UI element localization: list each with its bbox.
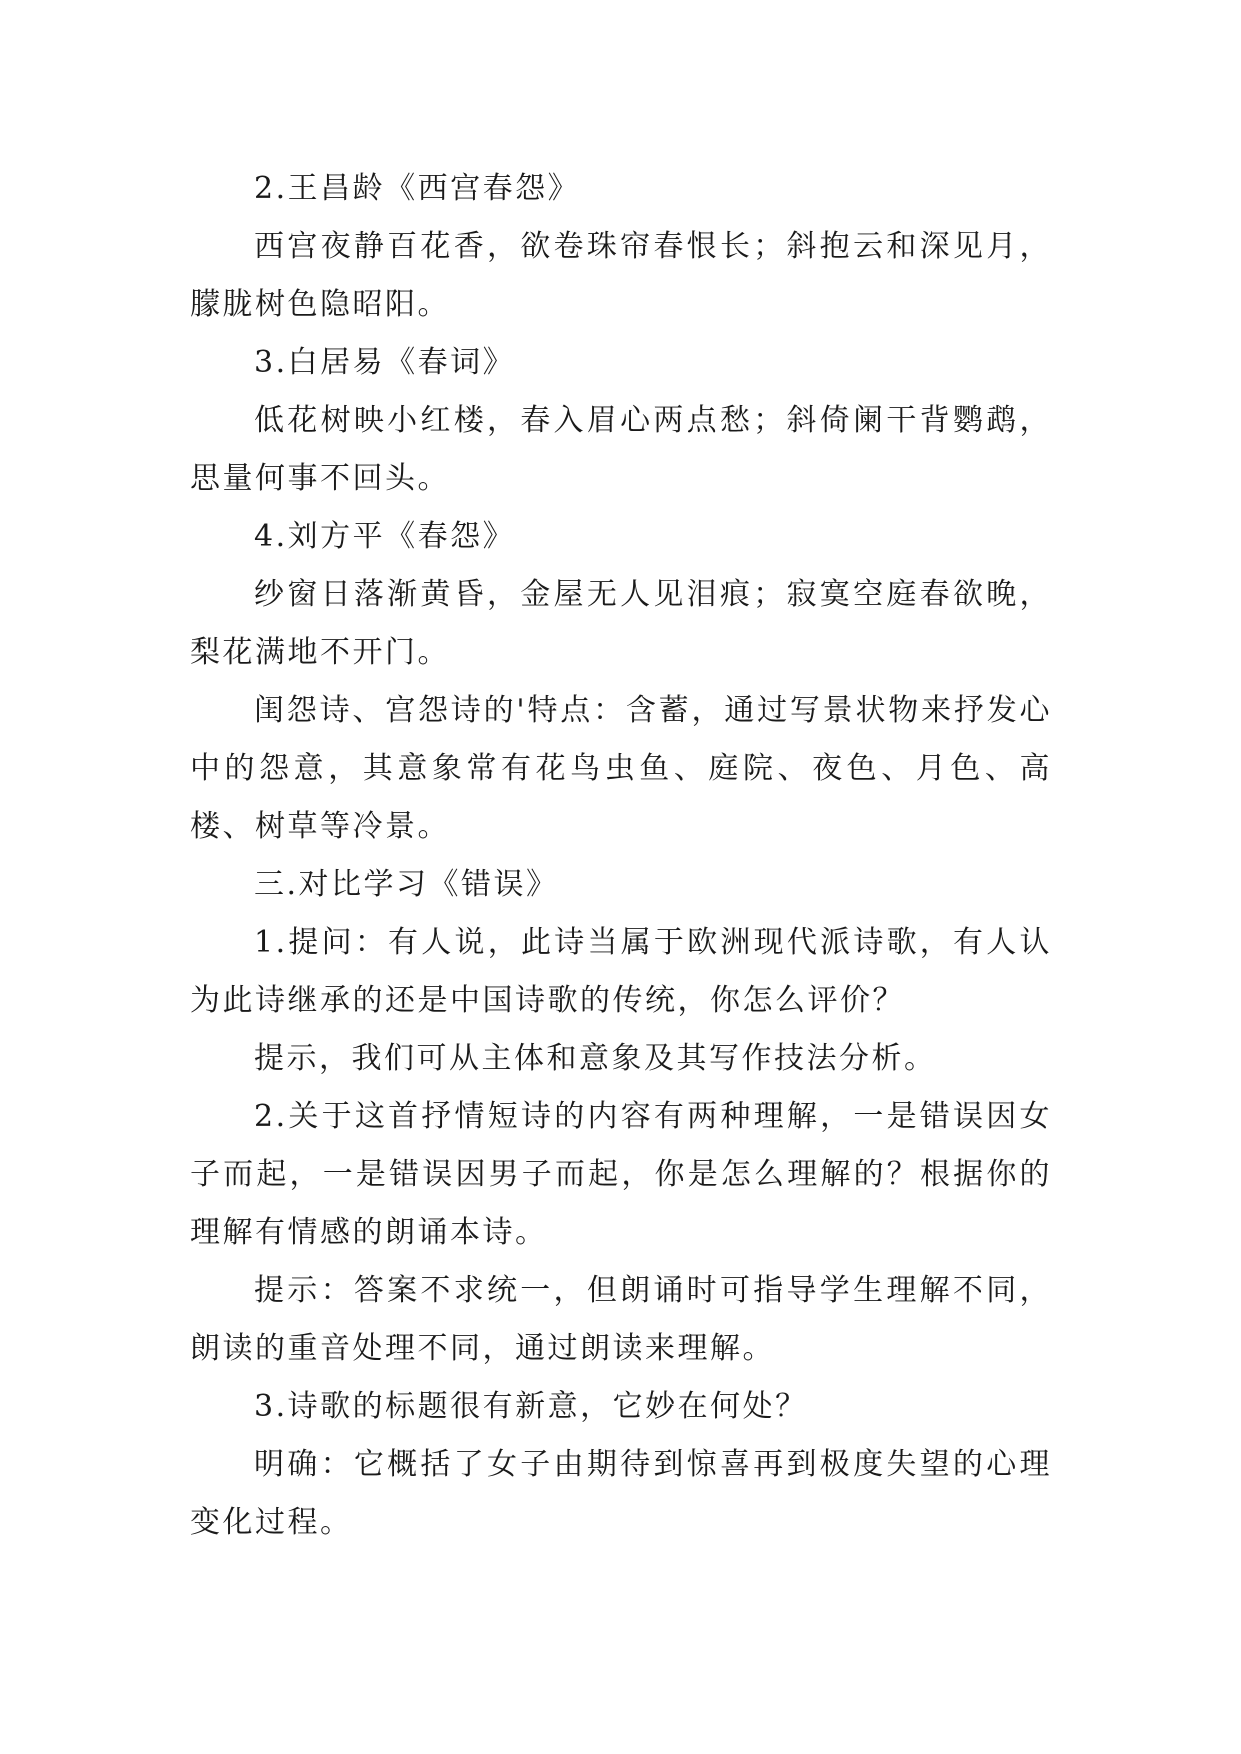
poem-text-xigong-chunyuan: 西宫夜静百花香，欲卷珠帘春恨长；斜抱云和深见月，朦胧树色隐昭阳。 — [190, 229, 1052, 322]
poem-text-chunci: 低花树映小红楼，春入眉心两点愁；斜倚阑干背鹦鹉，思量何事不回头。 — [190, 403, 1052, 496]
poem-heading-liu-fangping: 4.刘方平《春怨》 — [254, 519, 516, 554]
genre-characteristics-paragraph: 闺怨诗、宫怨诗的'特点：含蓄，通过写景状物来抒发心中的怨意，其意象常有花鸟虫鱼、庭院、夜色、月色、高楼、树草等冷景。 — [190, 693, 1052, 844]
hint-1: 提示，我们可从主体和意象及其写作技法分析。 — [254, 1041, 937, 1076]
question-3: 3.诗歌的标题很有新意，它妙在何处？ — [254, 1389, 808, 1424]
poem-heading-wang-changling: 2.王昌龄《西宫春怨》 — [254, 171, 581, 206]
section-heading-comparison: 三.对比学习《错误》 — [254, 867, 559, 902]
poem-text-chunyuan: 纱窗日落渐黄昏，金屋无人见泪痕；寂寞空庭春欲晚，梨花满地不开门。 — [190, 577, 1052, 670]
document-body — [190, 160, 1052, 1552]
answer-3: 明确：它概括了女子由期待到惊喜再到极度失望的心理变化过程。 — [190, 1447, 1052, 1540]
hint-2: 提示：答案不求统一，但朗诵时可指导学生理解不同，朗读的重音处理不同，通过朗读来理解。 — [190, 1273, 1052, 1366]
question-2: 2.关于这首抒情短诗的内容有两种理解，一是错误因女子而起，一是错误因男子而起，你是怎么理解的？根据你的理解有情感的朗诵本诗。 — [190, 1099, 1052, 1250]
poem-heading-bai-juyi: 3.白居易《春词》 — [254, 345, 516, 380]
question-1: 1.提问：有人说，此诗当属于欧洲现代派诗歌，有人认为此诗继承的还是中国诗歌的传统，你怎么评价？ — [190, 925, 1052, 1018]
